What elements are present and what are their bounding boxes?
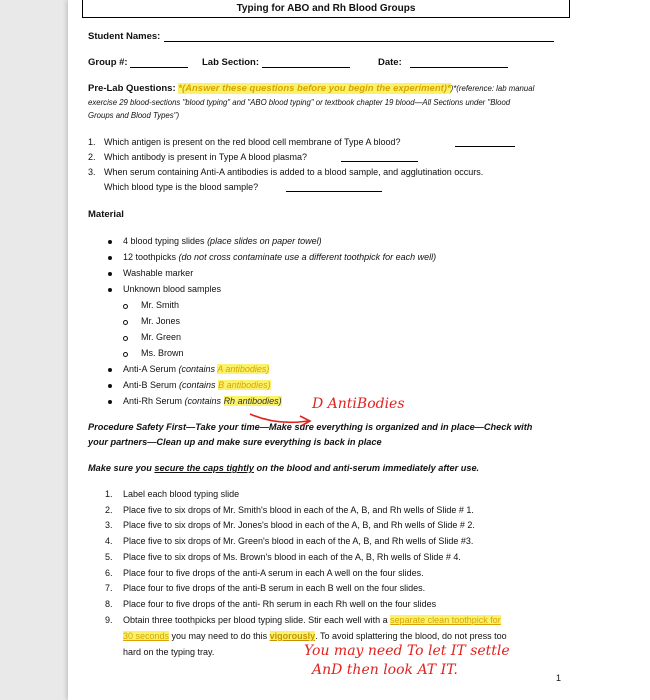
student-names-line	[164, 41, 554, 42]
procedure-step: Place four to five drops of the anti- Rh serum in each Rh well on the four slides	[123, 599, 437, 609]
question-2: Which antibody is present in Type A blood plasma?	[104, 152, 307, 162]
material-item-4: Unknown blood samples	[123, 284, 222, 294]
serum-rh-highlight: Rh antibodies)	[223, 396, 282, 406]
step-number: 3.	[105, 520, 113, 530]
step-number: 8.	[105, 599, 113, 609]
prelab-reference-1: )*(reference: lab manual	[450, 84, 535, 93]
step9-text: you may need to do this	[169, 631, 270, 641]
step-number: 9.	[105, 615, 113, 625]
page-title: Typing for ABO and Rh Blood Groups	[82, 0, 570, 18]
bullet	[108, 240, 112, 244]
question-3: When serum containing Anti-A antibodies is added to a blood sample, and agglutination occurs.	[104, 167, 484, 177]
handwritten-note-line-1: You may need To let IT settle	[304, 643, 510, 659]
caps-pre: Make sure you	[88, 463, 155, 473]
procedure-step: Label each blood typing slide	[123, 489, 240, 499]
handwritten-d-antibodies: D AntiBodies	[312, 396, 405, 412]
procedure-step: Place five to six drops of Ms. Brown's blood in each of the A, B, Rh wells of Slide # 4.	[123, 552, 461, 562]
question-1: Which antigen is present on the red blood cell membrane of Type A blood?	[104, 137, 401, 147]
date-line	[410, 67, 508, 68]
prelab-reference-3: Groups and Blood Types")	[88, 111, 180, 120]
step-number: 1.	[105, 489, 113, 499]
step9-highlight-2: 30 seconds	[123, 631, 170, 641]
serum-rh-note: (contains	[184, 396, 224, 406]
safety-line-1: Procedure Safety First—Take your time—Make sure everything is organized and in place—Check with	[88, 422, 533, 432]
serum-a-highlight: A antibodies)	[217, 364, 270, 374]
serum-a-note: (contains	[178, 364, 218, 374]
material-item-3: Washable marker	[123, 268, 194, 278]
procedure-step: Place five to six drops of Mr. Jones's blood in each of the A, B, and Rh wells of Slide # 2.	[123, 520, 475, 530]
material-item-1-text: 4 blood typing slides	[123, 236, 208, 246]
sub-bullet	[123, 336, 128, 341]
procedure-step-9-line-1	[123, 615, 501, 625]
procedure-step-9-line-3: hard on the typing tray.	[123, 647, 215, 657]
serum-a-item	[123, 364, 269, 374]
group-label: Group #:	[88, 57, 128, 68]
answer-line-3	[286, 191, 382, 192]
document-page	[68, 0, 650, 700]
material-item-1	[123, 236, 322, 246]
prelab-reference-2: exercise 29 blood-sections "blood typing" and "ABO blood typing" or textbook chapter 19 blood—All Sections under "Blood	[88, 98, 511, 107]
sample-item: Mr. Jones	[141, 316, 181, 326]
serum-b-note: (contains	[179, 380, 219, 390]
step-number: 7.	[105, 583, 113, 593]
step9-text: . To avoid splattering the blood, do not press too	[315, 631, 507, 641]
bullet	[108, 288, 112, 292]
prelab-highlight: *(Answer these questions before you begin the experiment)*	[178, 83, 451, 94]
procedure-step: Place four to five drops of the anti-B serum in each B well on the four slides.	[123, 583, 426, 593]
serum-a-label: Anti-A Serum	[123, 364, 179, 374]
material-item-2-note: (do not cross contaminate use a different toothpick for each well)	[178, 252, 437, 262]
step-number: 6.	[105, 568, 113, 578]
sub-bullet	[123, 320, 128, 325]
sample-item: Ms. Brown	[141, 348, 184, 358]
lab-section-line	[262, 67, 350, 68]
serum-rh-label: Anti-Rh Serum	[123, 396, 185, 406]
answer-line-2	[341, 161, 418, 162]
step-number: 5.	[105, 552, 113, 562]
sub-bullet	[123, 352, 128, 357]
handwritten-note-line-2: AnD then look AT IT.	[312, 662, 458, 678]
step9-highlight-3: vigorously	[269, 631, 316, 641]
question-number: 1.	[88, 137, 96, 147]
step9-highlight-1: separate clean toothpick for	[390, 615, 501, 625]
answer-line-1	[455, 146, 515, 147]
bullet	[108, 400, 112, 404]
caps-warning	[88, 463, 479, 473]
sample-item: Mr. Smith	[141, 300, 180, 310]
step9-text: Obtain three toothpicks per blood typing slide. Stir each well with a	[123, 615, 391, 625]
lab-section-label: Lab Section:	[202, 57, 260, 68]
sample-item: Mr. Green	[141, 332, 182, 342]
question-3-cont: Which blood type is the blood sample?	[104, 182, 259, 192]
material-item-2-text: 12 toothpicks	[123, 252, 179, 262]
page-number: 1	[556, 673, 562, 683]
serum-b-highlight: B antibodies)	[218, 380, 271, 390]
serum-b-label: Anti-B Serum	[123, 380, 180, 390]
serum-b-item	[123, 380, 271, 390]
material-heading: Material	[88, 209, 124, 220]
caps-underlined: secure the caps tightly	[154, 463, 254, 473]
bullet	[108, 256, 112, 260]
sub-bullet	[123, 304, 128, 309]
bullet	[108, 368, 112, 372]
question-number: 3.	[88, 167, 96, 177]
procedure-step-9-line-2	[123, 631, 507, 641]
question-number: 2.	[88, 152, 96, 162]
procedure-step: Place five to six drops of Mr. Green's blood in each of the A, B, and Rh wells of Slide #3.	[123, 536, 474, 546]
bullet	[108, 272, 112, 276]
caps-post: on the blood and anti-serum immediately after use.	[253, 463, 480, 473]
bullet	[108, 384, 112, 388]
prelab-heading-line	[88, 83, 534, 94]
prelab-heading: Pre-Lab Questions:	[88, 83, 176, 94]
step-number: 4.	[105, 536, 113, 546]
procedure-step: Place five to six drops of Mr. Smith's blood in each of the A, B, and Rh wells of Slide # 1.	[123, 505, 474, 515]
safety-line-2: your partners—Clean up and make sure everything is back in place	[88, 437, 382, 447]
step-number: 2.	[105, 505, 113, 515]
material-item-2	[123, 252, 436, 262]
student-names-label: Student Names:	[88, 31, 161, 42]
procedure-step: Place four to five drops of the anti-A serum in each A well on the four slides.	[123, 568, 424, 578]
group-line	[130, 67, 188, 68]
material-item-1-note: (place slides on paper towel)	[207, 236, 322, 246]
serum-rh-item	[123, 396, 282, 406]
date-label: Date:	[378, 57, 402, 68]
